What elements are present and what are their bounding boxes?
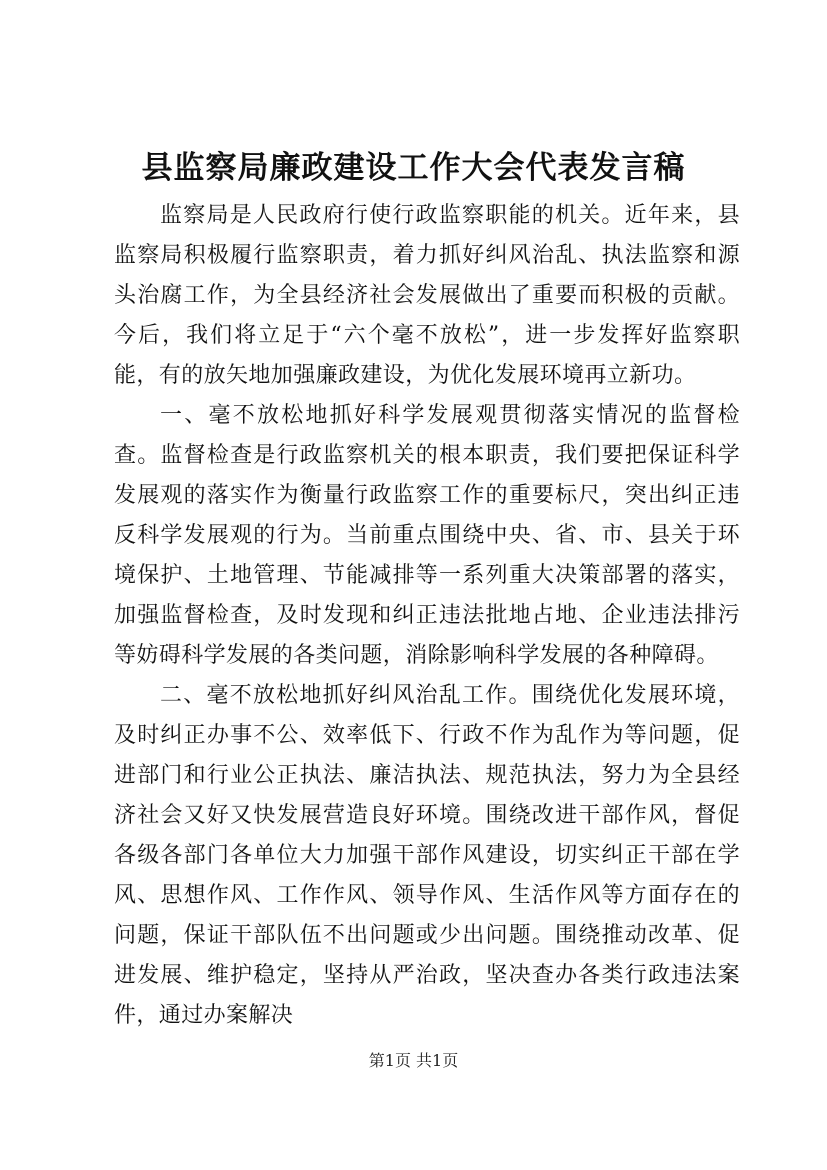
page-number-footer: 第1页 共1页: [368, 1051, 459, 1070]
paragraph-intro: 监察局是人民政府行使行政监察职能的机关。近年来，县监察局积极履行监察职责，着力抓好纠风治乱、执法监察和源头治腐工作，为全县经济社会发展做出了重要而积极的贡献。今后，我们将立足于“六个毫不放松”，进一步发挥好监察职能，有的放矢地加强廉政建设，为优化发展环境再立新功。: [114, 203, 740, 388]
document-body: [114, 196, 740, 1036]
paragraph-section-2: 二、毫不放松地抓好纠风治乱工作。围绕优化发展环境，及时纠正办事不公、效率低下、行政不作为乱作为等问题，促进部门和行业公正执法、廉洁执法、规范执法，努力为全县经济社会又好又快发展营造良好环境。围绕改进干部作风，督促各级各部门各单位大力加强干部作风建设，切实纠正干部在学风、思想作风、工作作风、领导作风、生活作风等方面存在的问题，保证干部队伍不出问题或少出问题。围绕推动改革、促进发展、维护稳定，坚持从严治政，坚决查办各类行政违法案件，通过办案解决: [114, 683, 740, 1028]
document-title: 县监察局廉政建设工作大会代表发言稿: [141, 150, 686, 186]
paragraph-section-1: 一、毫不放松地抓好科学发展观贯彻落实情况的监督检查。监督检查是行政监察机关的根本职责，我们要把保证科学发展观的落实作为衡量行政监察工作的重要标尺，突出纠正违反科学发展观的行为。当前重点围绕中央、省、市、县关于环境保护、土地管理、节能减排等一系列重大决策部署的落实，加强监督检查，及时发现和纠正违法批地占地、企业违法排污等妨碍科学发展的各类问题，消除影响科学发展的各种障碍。: [114, 403, 740, 668]
